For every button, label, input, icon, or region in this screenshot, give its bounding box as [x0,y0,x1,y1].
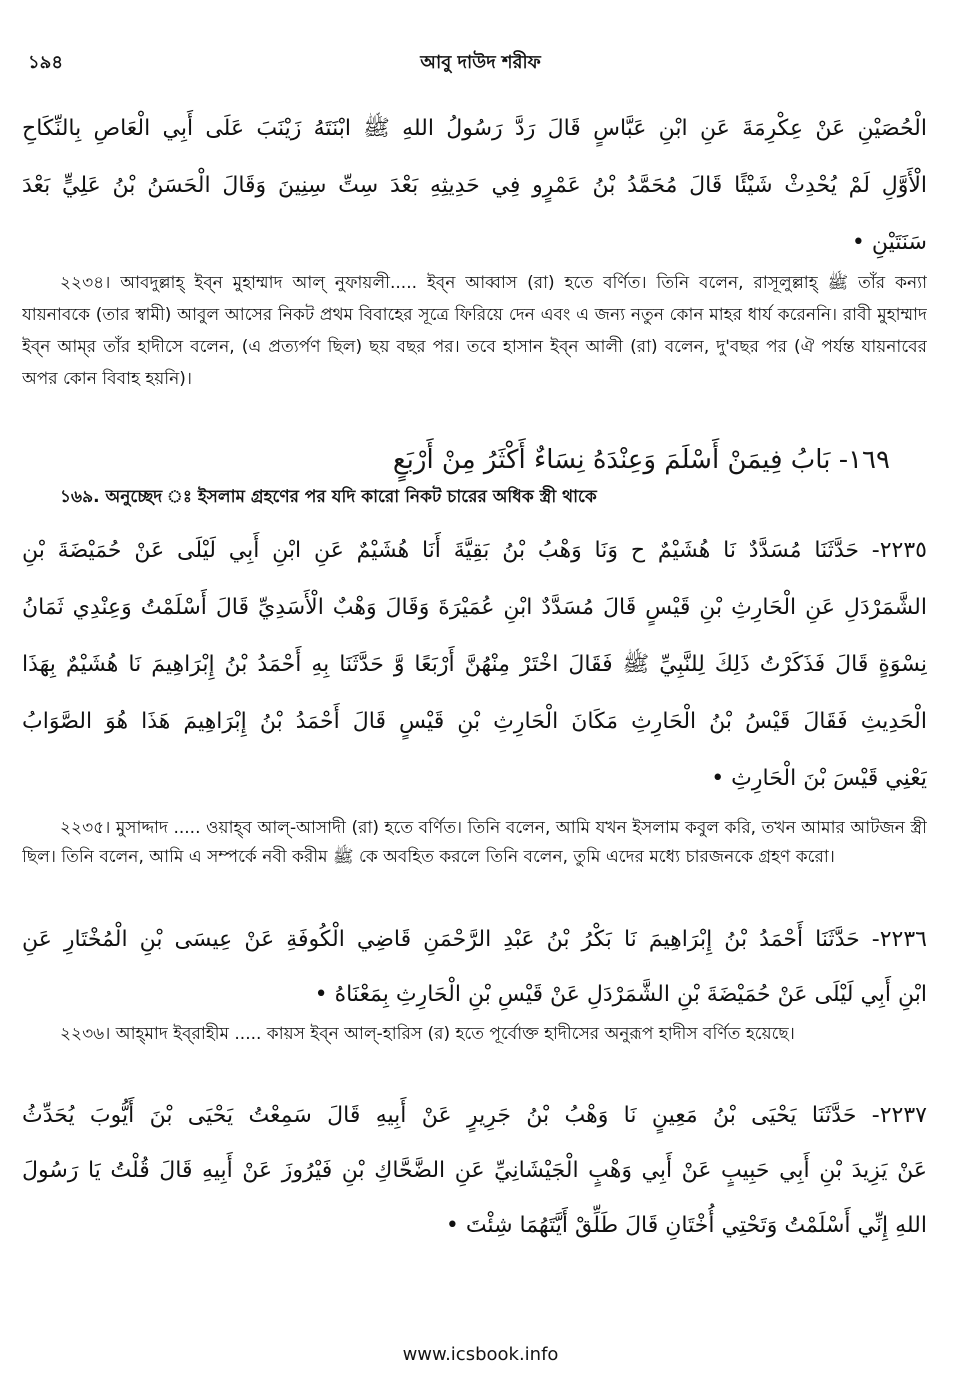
hadith-2235-arabic [22,522,927,807]
arabic-line: الْحَدِيثِ فَقَالَ قَيْسُ بْنُ الْحَارِثِ مَكَانَ الْحَارِثِ بْنِ قَيْسٍ قَالَ أَحْمَدُ بْنُ إِبْرَاهِيمَ هَذَا هُوَ الصَّوَابُ [22,709,927,734]
arabic-line: سَنَتَيْنِ • [851,230,927,255]
arabic-line: ٢٢٣٧- حَدَّثَنَا يَحْيَى بْنُ مَعِينٍ نَا وَهْبُ بْنُ جَرِيرٍ عَنْ أَبِيهِ قَالَ سَمِعْتُ يَحْيَى بْنَ أَيُّوبَ يُحَدِّثُ [22,1103,927,1128]
hadith-2235-translation: ২২৩৫। মুসাদ্দাদ ..... ওয়াহ্‌ব আল্-আসাদী (রা) হতে বর্ণিত। তিনি বলেন, আমি যখন ইসলাম কবুল করি, তখন আমার আটজন স্ত্রী ছিল। তিনি বলেন, আমি এ সম্পর্কে নবী করীম ﷺ কে অবহিত করলে তিনি বলেন, তুমি এদের মধ্যে চারজনকে গ্রহণ করো। [22,818,927,867]
hadith-2234-translation: ২২৩৪। আবদুল্লাহ্ ইব্‌ন মুহাম্মাদ আল্ নুফায়লী..... ইব্‌ন আব্বাস (রা) হতে বর্ণিত। তিনি বলেন, রাসূলুল্লাহ্ ﷺ তাঁর কন্যা যায়নাবকে (তার স্বামী) আবুল আসের নিকট প্রথম বিবাহের সূত্রে ফিরিয়ে দেন এবং এ জন্য নতুন কোন মাহর ধার্য করেননি। রাবী মুহাম্মাদ ইব্‌ন আম্‌র তাঁর হাদীসে বলেন, (এ প্রত্যর্পণ ছিল) ছয় বছর পর। তবে হাসান ইব্‌ন আলী (রা) বলেন, দু'বছর পর (ঐ পর্যন্ত যায়নাবের অপর কোন বিবাহ হয়নি)। [22,273,927,389]
hadith-2237-arabic [22,1088,927,1253]
chapter-heading-bengali: ১৬৯. অনুচ্ছেদ ঃ ইসলাম গ্রহণের পর যদি কারো নিকট চারের অধিক স্ত্রী থাকে [60,487,597,507]
arabic-line: اللهِ إِنِّي أَسْلَمْتُ وَتَحْتِي أُخْتَانِ قَالَ طَلِّقْ أَيَّتَهُمَا شِئْتَ • [445,1213,927,1238]
arabic-line: الْحُصَيْنِ عَنْ عِكْرِمَةَ عَنِ ابْنِ عَبَّاسٍ قَالَ رَدَّ رَسُولُ اللهِ ﷺ ابْنَتَهُ زَيْنَبَ عَلَى أَبِي الْعَاصِ بِالنِّكَاحِ [22,116,927,141]
chapter-heading-arabic: ١٦٩- بَابُ فِيمَنْ أَسْلَمَ وَعِنْدَهُ نِسَاءٌ أَكْثَرُ مِنْ أَرْبَعٍ [392,445,890,475]
footer-website: www.icsbook.info [402,1344,559,1365]
arabic-line: الْأَوَّلِ لَمْ يُحْدِثْ شَيْئًا قَالَ مُحَمَّدُ بْنُ عَمْرٍو فِي حَدِيثِهِ بَعْدَ سِتِّ سِنِينَ وَقَالَ الْحَسَنُ بْنُ عَلِيٍّ بَعْدَ [22,173,927,198]
arabic-line: ابْنِ أَبِي لَيْلَى عَنْ حُمَيْضَةَ بْنِ الشَّمَرْدَلِ عَنْ قَيْسِ بْنِ الْحَارِثِ بِمَعْنَاهُ • [314,982,927,1007]
arabic-line: ٢٢٣٥- حَدَّثَنَا مُسَدَّدٌ نَا هُشَيْمٌ ح وَنَا وَهْبُ بْنُ بَقِيَّةَ أَنَا هُشَيْمٌ عَنِ ابْنِ أَبِي لَيْلَى عَنْ حُمَيْضَةَ بْنِ [22,538,927,563]
running-title: আবু দাউদ শরীফ [420,52,541,73]
arabic-line: ٢٢٣٦- حَدَّثَنَا أَحْمَدُ بْنُ إِبْرَاهِيمَ نَا بَكْرُ بْنُ عَبْدِ الرَّحْمَنِ قَاضِي الْكُوفَةِ عَنْ عِيسَى بْنِ الْمُخْتَارِ عَنِ [22,927,927,952]
arabic-line: نِسْوَةٍ قَالَ فَذَكَرْتُ ذَلِكَ لِلنَّبِيِّ ﷺ فَقَالَ اخْتَرْ مِنْهُنَّ أَرْبَعًا وَّ حَدَّثَنَا بِهِ أَحْمَدُ بْنُ إِبْرَاهِيمَ نَا هُشَيْمٌ بِهَذَا [22,652,927,677]
hadith-2236-arabic [22,912,927,1022]
arabic-line: الشَّمَرْدَلِ عَنِ الْحَارِثِ بْنِ قَيْسٍ قَالَ مُسَدَّدٌ ابْنِ عُمَيْرَةَ وَقَالَ وَهْبٌ الْأَسَدِيِّ قَالَ أَسْلَمْتُ وَعِنْدِي ثَمَانُ [22,595,927,620]
hadith-2234-arabic [22,100,927,271]
arabic-line: عَنْ يَزِيدَ بْنِ أَبِي حَبِيبٍ عَنْ أَبِي وَهْبٍ الْجَيْشَانِيِّ عَنِ الضَّحَّاكِ بْنِ فَيْرُوزَ عَنْ أَبِيهِ قَالَ قُلْتُ يَا رَسُولَ [22,1158,927,1183]
hadith-2236-translation: ২২৩৬। আহ্‌মাদ ইব্‌রাহীম ..... কায়স ইব্‌ন আল্-হারিস (র) হতে পূর্বোক্ত হাদীসের অনুরূপ হাদীস বর্ণিত হয়েছে। [60,1024,795,1044]
arabic-line: يَعْنِي قَيْسَ بْنَ الْحَارِثِ • [711,766,927,791]
page-number: ১৯৪ [28,52,64,73]
